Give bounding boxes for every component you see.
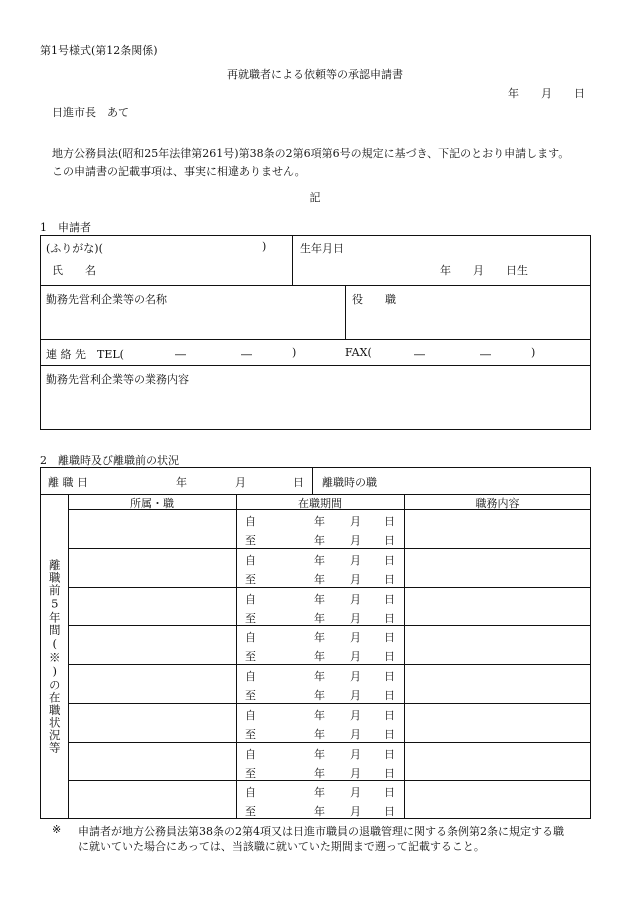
period-from-label: 自 [245,670,256,683]
period-to-label: 至 [245,805,256,818]
period-to-year[interactable]: 年 [314,573,325,586]
fax-label: FAX( [345,346,372,359]
period-to-day[interactable]: 日 [384,612,395,625]
contact-label: 連 絡 先 TEL( [46,348,124,361]
period-to-month[interactable]: 月 [350,534,361,547]
form-number: 第1号様式(第12条関係) [40,44,158,57]
period-from-year[interactable]: 年 [314,631,325,644]
period-to-year[interactable]: 年 [314,612,325,625]
period-from-day[interactable]: 日 [384,670,395,683]
period-from-month[interactable]: 月 [350,748,361,761]
period-from-month[interactable]: 月 [350,554,361,567]
history-row-divider [68,548,591,549]
period-from-day[interactable]: 日 [384,554,395,567]
addressee: 日進市長 あて [52,106,129,119]
period-to-label: 至 [245,728,256,741]
period-from-year[interactable]: 年 [314,748,325,761]
period-from-month[interactable]: 月 [350,786,361,799]
furigana-close: ) [262,240,267,253]
period-to-label: 至 [245,534,256,547]
retire-month[interactable]: 月 [235,476,246,489]
history-row-divider [68,664,591,665]
note-mark: ※ [52,823,62,836]
period-from-day[interactable]: 日 [384,515,395,528]
period-to-label: 至 [245,612,256,625]
period-from-label: 自 [245,515,256,528]
period-to-month[interactable]: 月 [350,805,361,818]
period-to-day[interactable]: 日 [384,573,395,586]
period-to-day[interactable]: 日 [384,767,395,780]
retire-day[interactable]: 日 [293,476,304,489]
period-from-year[interactable]: 年 [314,593,325,606]
period-from-month[interactable]: 月 [350,709,361,722]
period-from-day[interactable]: 日 [384,593,395,606]
period-from-year[interactable]: 年 [314,670,325,683]
col-period-header: 在職期間 [298,497,342,510]
retire-date-label: 離 職 日 [48,476,88,489]
period-to-month[interactable]: 月 [350,728,361,741]
birth-date-label: 生年月日 [300,242,344,255]
history-row-divider [68,625,591,626]
period-from-day[interactable]: 日 [384,786,395,799]
section2-heading: 2 離職時及び離職前の状況 [40,454,179,467]
tel-close: ) [292,346,297,359]
birth-date-field[interactable]: 年 月 日生 [440,264,528,277]
period-from-day[interactable]: 日 [384,748,395,761]
period-from-month[interactable]: 月 [350,515,361,528]
position-label: 役 職 [352,293,396,306]
name-label: 氏 名 [52,264,96,277]
period-to-year[interactable]: 年 [314,650,325,663]
retire-year[interactable]: 年 [176,476,187,489]
application-date[interactable]: 年 月 日 [508,87,585,100]
fax-field[interactable]: ― ― [414,348,491,361]
employer-name-label: 勤務先営利企業等の名称 [46,293,167,306]
business-content-label: 勤務先営利企業等の業務内容 [46,373,189,386]
note-line-2: に就いていた場合にあっては、当該職に就いていた期間まで遡って記載すること。 [78,840,485,853]
side-label-divider [68,494,69,819]
note-line-1: 申請者が地方公務員法第38条の2第4項又は日進市職員の退職管理に関する条例第2条に規定する職 [78,825,564,838]
period-from-year[interactable]: 年 [314,786,325,799]
period-from-label: 自 [245,631,256,644]
period-from-day[interactable]: 日 [384,631,395,644]
period-to-month[interactable]: 月 [350,689,361,702]
period-to-month[interactable]: 月 [350,650,361,663]
period-to-label: 至 [245,767,256,780]
period-from-label: 自 [245,709,256,722]
period-from-label: 自 [245,554,256,567]
period-to-year[interactable]: 年 [314,689,325,702]
retire-col-divider [312,467,313,494]
history-row-divider [68,703,591,704]
period-col-right [404,494,405,819]
section1-heading: 1 申請者 [40,221,91,234]
period-to-day[interactable]: 日 [384,689,395,702]
period-from-day[interactable]: 日 [384,709,395,722]
period-to-label: 至 [245,573,256,586]
applicant-row-divider-1 [40,285,591,286]
document-title: 再就職者による依頼等の承認申請書 [227,68,403,81]
period-to-day[interactable]: 日 [384,728,395,741]
period-to-year[interactable]: 年 [314,805,325,818]
period-from-month[interactable]: 月 [350,670,361,683]
history-side-label: 離職前5年間(※)の在職状況等 [47,558,62,754]
applicant-row-divider-3 [40,365,591,366]
period-to-month[interactable]: 月 [350,612,361,625]
retire-position-label: 離職時の職 [322,476,377,489]
furigana-field[interactable]: (ふりがな)( [46,242,103,255]
ki-mark: 記 [309,191,321,204]
history-row-divider [68,587,591,588]
statement-1: 地方公務員法(昭和25年法律第261号)第38条の2第6項第6号の規定に基づき、下記のとおり申請します。 [52,147,570,160]
period-col-left [236,494,237,819]
period-to-label: 至 [245,650,256,663]
period-from-label: 自 [245,748,256,761]
period-to-day[interactable]: 日 [384,534,395,547]
period-from-label: 自 [245,593,256,606]
applicant-col-divider-1 [292,235,293,285]
statement-2: この申請書の記載事項は、事実に相違ありません。 [52,165,306,178]
period-from-year[interactable]: 年 [314,709,325,722]
period-from-year[interactable]: 年 [314,515,325,528]
history-row-divider [68,742,591,743]
applicant-col-divider-2 [345,285,346,339]
period-from-label: 自 [245,786,256,799]
period-to-year[interactable]: 年 [314,728,325,741]
period-to-day[interactable]: 日 [384,805,395,818]
period-to-month[interactable]: 月 [350,573,361,586]
period-from-month[interactable]: 月 [350,593,361,606]
period-from-month[interactable]: 月 [350,631,361,644]
history-row-divider [68,780,591,781]
period-to-year[interactable]: 年 [314,534,325,547]
col-affiliation-header: 所属・職 [130,497,174,510]
tel-field[interactable]: ― ― [175,348,252,361]
col-duties-header: 職務内容 [475,497,520,510]
period-to-label: 至 [245,689,256,702]
period-to-month[interactable]: 月 [350,767,361,780]
period-to-day[interactable]: 日 [384,650,395,663]
applicant-row-divider-2 [40,339,591,340]
fax-close: ) [531,346,536,359]
period-from-year[interactable]: 年 [314,554,325,567]
period-to-year[interactable]: 年 [314,767,325,780]
